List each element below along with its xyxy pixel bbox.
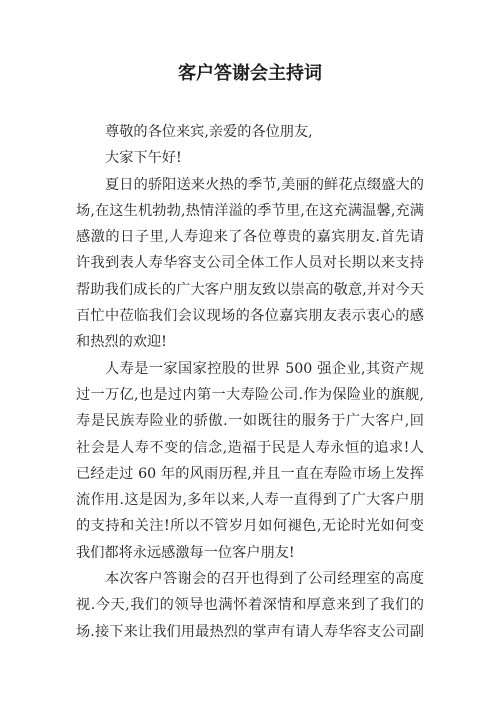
text-line: 已经走过 60 年的风雨历程,并且一直在寿险市场上发挥 <box>76 465 424 482</box>
text-line: 尊敬的各位来宾,亲爱的各位朋友, <box>105 124 313 140</box>
text-line: 的支持和关注!所以不管岁月如何褪色,无论时光如何变 <box>76 518 424 535</box>
text-line: 场.接下来让我们用最热烈的掌声有请人寿华容支公司副 <box>76 623 424 640</box>
text-line: 过一万亿,也是过内第一大寿险公司.作为保险业的旗舰, <box>76 386 424 403</box>
text-line: 我们都将永远感激每一位客户朋友! <box>76 544 295 561</box>
text-line: 百忙中莅临我们会议现场的各位嘉宾朋友表示衷心的感 <box>76 308 424 325</box>
text-line: 大家下午好! <box>105 150 182 167</box>
text-line: 帮助我们成长的广大客户朋友致以崇高的敬意,并对今天 <box>76 281 424 298</box>
document-title: 客户答谢会主持词 <box>178 63 322 84</box>
text-line: 社会是人寿不变的信念,造福于民是人寿永恒的追求!人 <box>76 439 424 456</box>
text-line: 感激的日子里,人寿迎来了各位尊贵的嘉宾朋友.首先请 <box>76 229 424 246</box>
text-line: 许我到表人寿华容支公司全体工作人员对长期以来支持 <box>76 255 424 272</box>
text-line: 寿是民族寿险业的骄傲.一如既往的服务于广大客户,回 <box>76 413 424 430</box>
document-body <box>76 119 424 645</box>
text-line: 和热烈的欢迎! <box>76 334 167 351</box>
text-line: 夏日的骄阳送来火热的季节,美丽的鲜花点缀盛大的 <box>105 176 424 193</box>
text-line: 视.今天,我们的领导也满怀着深情和厚意来到了我们的 <box>76 597 424 614</box>
text-line: 人寿是一家国家控股的世界 500 强企业,其资产规 <box>105 360 424 377</box>
text-line: 本次客户答谢会的召开也得到了公司经理室的高度 <box>105 571 424 588</box>
text-line: 场,在这生机勃勃,热情洋溢的季节里,在这充满温馨,充满 <box>76 202 424 219</box>
text-line: 流作用.这是因为,多年以来,人寿一直得到了广大客户朋 <box>76 492 424 509</box>
